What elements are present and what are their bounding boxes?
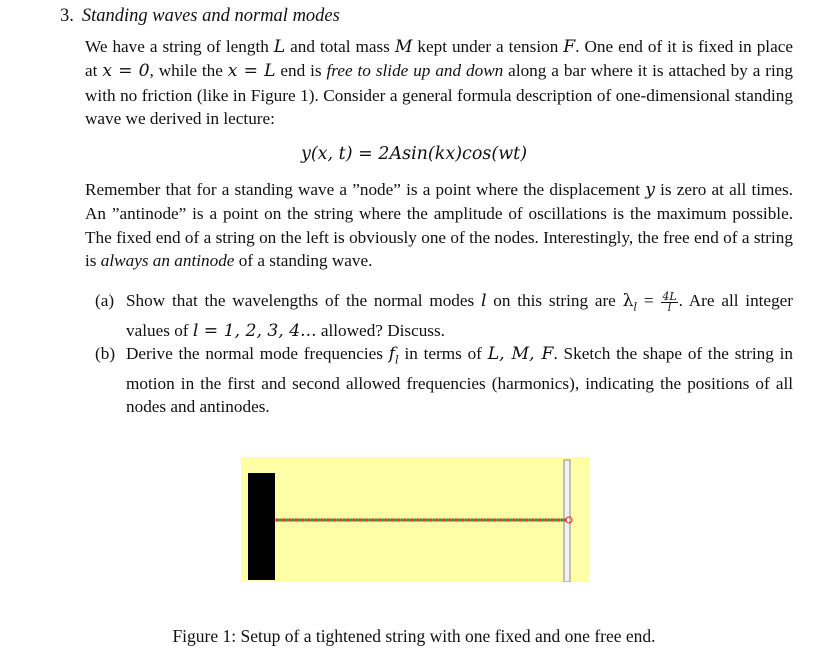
string-bead	[301, 518, 305, 522]
string-bead	[374, 518, 378, 522]
string-bead	[419, 518, 423, 522]
string-bead	[304, 518, 308, 522]
string-bead	[406, 518, 410, 522]
string-bead	[538, 518, 542, 522]
string-bead	[422, 518, 426, 522]
free-phrase: free to slide up and down	[326, 61, 504, 81]
string-bead	[458, 518, 462, 522]
string-bead	[544, 518, 548, 522]
string-bead	[429, 518, 433, 522]
string-bead	[371, 518, 375, 522]
string-bead	[368, 518, 372, 522]
string-bead	[470, 518, 474, 522]
string-bead	[365, 518, 369, 522]
string-bead	[291, 518, 295, 522]
wave-equation: y(x, t) = 2Asin(kx)cos(wt)	[300, 144, 528, 164]
string-bead	[294, 518, 298, 522]
string-bead	[512, 518, 516, 522]
part-b-label: (b)	[95, 344, 116, 363]
string-beads	[275, 518, 567, 522]
string-bead	[480, 518, 484, 522]
string-bead	[310, 518, 314, 522]
string-bead	[403, 518, 407, 522]
string-bead	[483, 518, 487, 522]
string-bead	[448, 518, 452, 522]
string-bead	[515, 518, 519, 522]
string-bead	[506, 518, 510, 522]
part-a: (a) Show that the wavelengths of the normal modes l on this string are $\lambda_l$ = $\frac{4L}{l}$ . Are all integer values of l = 1, 2, 3, 4... allowed? Discuss.	[95, 289, 794, 341]
string-bead	[282, 518, 286, 522]
string-bead	[502, 518, 506, 522]
string-bead	[541, 518, 545, 522]
string-bead	[435, 518, 439, 522]
problem-heading	[60, 6, 340, 27]
part-a-label: (a)	[95, 291, 115, 310]
string-bead	[387, 518, 391, 522]
lambda-symbol: λ	[622, 291, 634, 311]
string-bead	[285, 518, 289, 522]
string-bead	[464, 518, 468, 522]
problem-title: Standing waves and normal modes	[81, 6, 340, 26]
string-bead	[413, 518, 417, 522]
string-bead	[307, 518, 311, 522]
string-bead	[330, 518, 334, 522]
string-bead	[490, 518, 494, 522]
string-bead	[426, 518, 430, 522]
wavelength-fraction: $\frac{4L}{l}$	[662, 289, 677, 314]
string-bead	[314, 518, 318, 522]
problem-number: 3.	[60, 6, 74, 26]
string-bead	[400, 518, 404, 522]
string-bead	[518, 518, 522, 522]
string-bead	[486, 518, 490, 522]
string-bead	[531, 518, 535, 522]
string-bead	[451, 518, 455, 522]
string-bead	[442, 518, 446, 522]
string-bead	[394, 518, 398, 522]
string-bead	[317, 518, 321, 522]
string-bead	[467, 518, 471, 522]
string-bead	[288, 518, 292, 522]
part-b: (b) Derive the normal mode frequencies $f_l$ in terms of L, M, F. Sketch the shape of the string in motion in the first and second allowed frequencies (harmonics), indicating the positions of all nodes and antinodes.	[95, 344, 794, 417]
string-bead	[474, 518, 478, 522]
string-bead	[390, 518, 394, 522]
string-bead	[326, 518, 330, 522]
fixed-position: x = 0	[102, 61, 150, 82]
string-bead	[336, 518, 340, 522]
string-bead	[493, 518, 497, 522]
string-bead	[339, 518, 343, 522]
string-bead	[438, 518, 442, 522]
string-bead	[298, 518, 302, 522]
figure-1	[241, 457, 589, 582]
string-bead	[275, 518, 279, 522]
intro-paragraph: We have a string of length L and total mass M kept under a tension F. One end of it is fixed in place at x = 0, while the x = L end is free to slide up and down along a bar where it is attached by a ring with no friction (like in Figure 1). Consider a general formula description of one-dimensional standing wave we derived in lecture:	[85, 37, 793, 129]
string-bead	[358, 518, 362, 522]
string-bead	[323, 518, 327, 522]
string-bead	[362, 518, 366, 522]
string-bead	[352, 518, 356, 522]
string-bead	[554, 518, 558, 522]
string-setup-diagram	[241, 457, 589, 582]
string-bead	[346, 518, 350, 522]
string-bead	[445, 518, 449, 522]
string-bead	[378, 518, 382, 522]
string-bead	[528, 518, 532, 522]
string-bead	[534, 518, 538, 522]
integer-values: l = 1, 2, 3, 4...	[192, 320, 317, 341]
string-bead	[509, 518, 513, 522]
string-bead	[410, 518, 414, 522]
string-bead	[496, 518, 500, 522]
figure-caption: Figure 1: Setup of a tightened string with one fixed and one free end.	[172, 626, 656, 646]
variables: L, M, F	[487, 344, 554, 364]
string-bead	[416, 518, 420, 522]
string-bead	[477, 518, 481, 522]
string-bead	[499, 518, 503, 522]
string-bead	[384, 518, 388, 522]
string-bead	[397, 518, 401, 522]
string-bead	[522, 518, 526, 522]
string-bead	[525, 518, 529, 522]
string-bead	[432, 518, 436, 522]
string-bead	[342, 518, 346, 522]
string-bead	[547, 518, 551, 522]
free-position: x = L	[227, 61, 276, 82]
string-bead	[355, 518, 359, 522]
string-bead	[560, 518, 564, 522]
string-bead	[550, 518, 554, 522]
string-bead	[381, 518, 385, 522]
antinode-emphasis: always an antinode	[100, 251, 235, 271]
string-bead	[557, 518, 561, 522]
string-bead	[349, 518, 353, 522]
string-bead	[461, 518, 465, 522]
node-paragraph: Remember that for a standing wave a ”node” is a point where the displacement y is zero at all times. An ”antinode” is a point on the string where the amplitude of oscillations is the maximum possible. The fixed end of a string on the left is obviously one of the nodes. Interestingly, the free end of a string is always an antinode of a standing wave.	[85, 180, 793, 271]
string-bead	[333, 518, 337, 522]
string-bead	[320, 518, 324, 522]
fixed-wall	[248, 473, 275, 580]
string-bead	[454, 518, 458, 522]
string-bead	[278, 518, 282, 522]
